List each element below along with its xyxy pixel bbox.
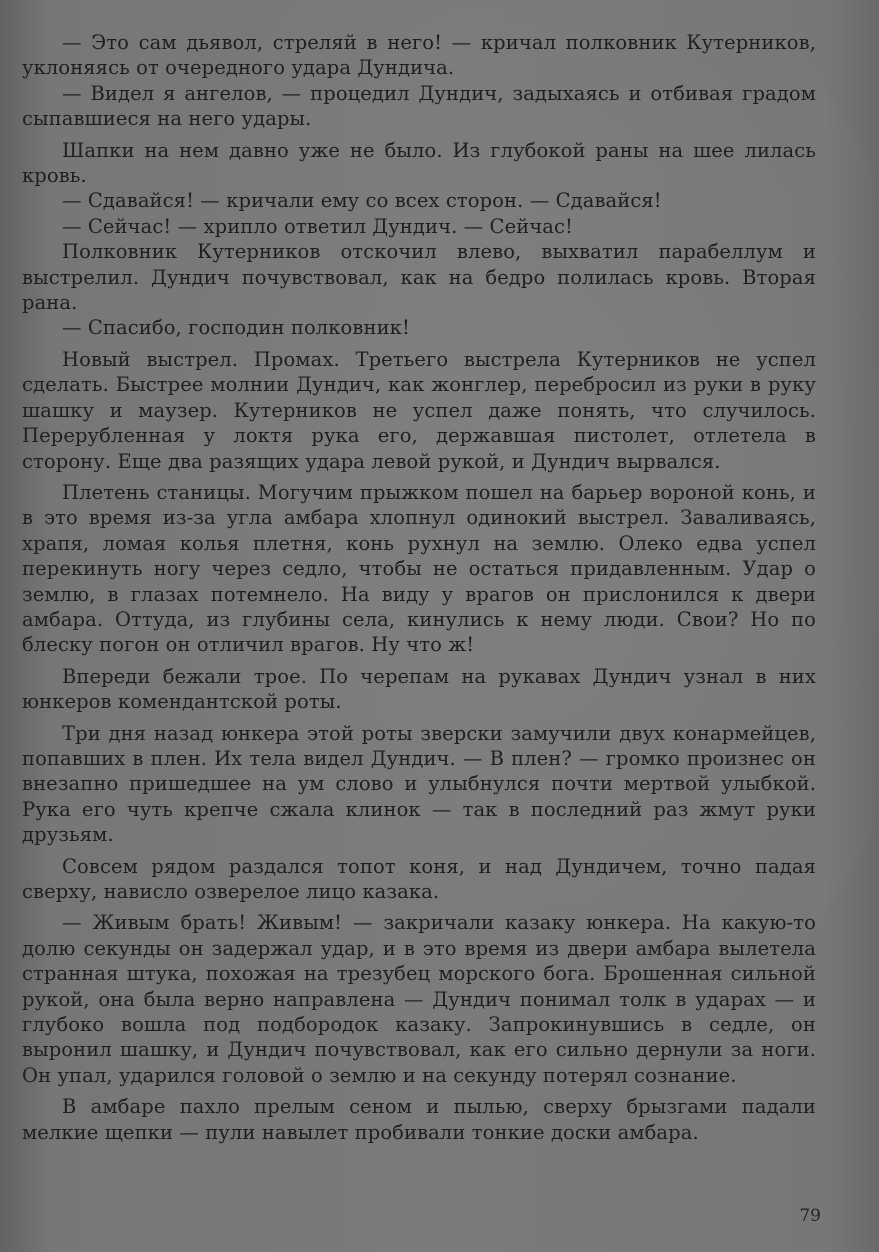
paragraph-1: — Это сам дьявол, стреляй в него! — кричал полковник Кутерников, уклоняясь от очередного удара Дундича. <box>22 31 816 80</box>
page-number: 79 <box>799 1206 821 1226</box>
paragraph-11: Три дня назад юнкера этой роты зверски замучили двух конармейцев, попавших в плен. Их тела видел Дундич. — В плен? — громко произнес он внезапно пришедшее на ум слово и улыбнулся почти мертвой улыбкой. Рука его чуть крепче сжала клинок — так в последний раз жмут руки друзьям. <box>22 721 816 847</box>
paragraph-8: Новый выстрел. Промах. Третьего выстрела Кутерников не успел сделать. Быстрее молнии Дундич, как жонглер, перебросил из руки в руку шашку и маузер. Кутерников не успел даже понять, что случилось. Перерубленная у локтя рука его, державшая пистолет, отлетела в сторону. Еще два разящих удара левой рукой, и Дундич вырвался. <box>22 347 816 473</box>
page-body-text <box>22 30 816 1145</box>
paragraph-12: Совсем рядом раздался топот коня, и над Дундичем, точно падая сверху, нависло озверелое лицо казака. <box>22 854 816 903</box>
paragraph-3: Шапки на нем давно уже не было. Из глубокой раны на шее лилась кровь. <box>22 138 816 188</box>
paragraph-7: — Спасибо, господин полковник! <box>62 316 410 340</box>
paragraph-14: В амбаре пахло прелым сеном и пылью, сверху брызгами падали мелкие щепки — пули навылет пробивали тонкие доски амбара. <box>22 1095 816 1144</box>
paragraph-5: — Сейчас! — хрипло ответил Дундич. — Сейчас! <box>62 214 573 238</box>
paragraph-4: — Сдавайся! — кричали ему со всех сторон. — Сдавайся! <box>62 189 662 213</box>
paragraph-13: — Живым брать! Живым! — закричали казаку юнкера. На какую-то долю секунды он задержал удар, и в это время из двери амбара вылетела странная штука, похожая на трезубец морского бога. Брошенная сильной рукой, она была верно направлена — Дундич понимал толк в ударах — и глубоко вошла под подбородок казаку. Запрокинувшись в седле, он выронил шашку, и Дундич почувствовал, как его сильно дернули за ноги. Он упал, ударился головой о землю и на секунду потерял сознание. <box>22 911 816 1087</box>
paragraph-6: Полковник Кутерников отскочил влево, выхватил парабеллум и выстрелил. Дундич почувствовал, как на бедро полилась кровь. Вторая рана. <box>22 240 816 315</box>
paragraph-10: Впереди бежали трое. По черепам на рукавах Дундич узнал в них юнкеров комендантской роты. <box>22 664 816 714</box>
paragraph-2: — Видел я ангелов, — процедил Дундич, задыхаясь и отбивая градом сыпавшиеся на него удары. <box>22 81 816 131</box>
paragraph-9: Плетень станицы. Могучим прыжком пошел на барьер вороной конь, и в это время из-за угла амбара хлопнул одинокий выстрел. Заваливаясь, храпя, ломая колья плетня, конь рухнул на землю. Олеко едва успел перекинуть ногу через седло, чтобы не остаться придавленным. Удар о землю, в глазах потемнело. На виду у врагов он прислонился к двери амбара. Оттуда, из глубины села, кинулись к нему люди. Свои? Но по блеску погон он отличил врагов. Ну что ж! <box>22 480 816 657</box>
